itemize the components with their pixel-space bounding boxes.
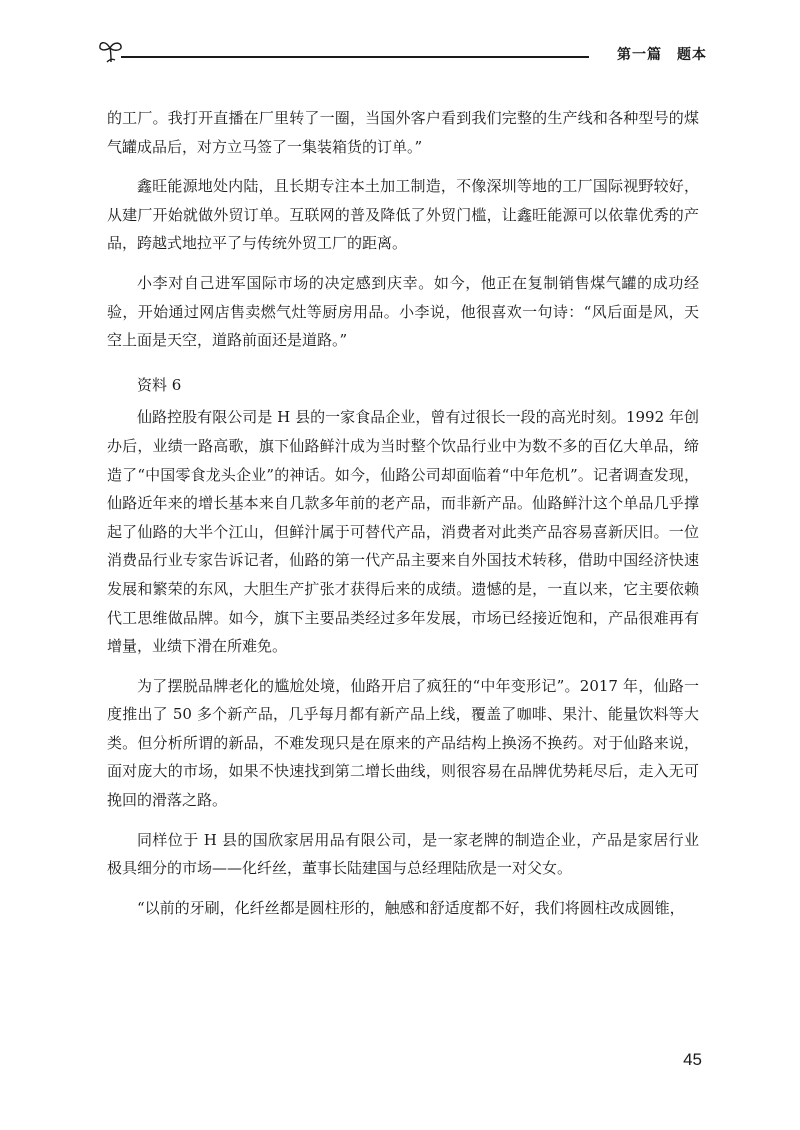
running-header bbox=[97, 34, 707, 70]
sprout-icon bbox=[97, 36, 125, 64]
paragraph: 同样位于 H 县的国欣家居用品有限公司，是一家老牌的制造企业，产品是家居行业极具细分的市场——化纤丝，董事长陆建国与总经理陆欣是一对父女。 bbox=[107, 830, 699, 878]
body-text bbox=[107, 104, 699, 933]
header-rule bbox=[121, 56, 589, 58]
section-title: 第一篇 题本 bbox=[617, 47, 707, 63]
paragraph: 小李对自己进军国际市场的决定感到庆幸。如今，他正在复制销售煤气罐的成功经验，开始通过网店售卖燃气灶等厨房用品。小李说，他很喜欢一句诗：“风后面是风，天空上面是天空，道路前面还是道路。” bbox=[107, 273, 699, 350]
page-number: 45 bbox=[683, 1050, 702, 1069]
paragraph: 为了摆脱品牌老化的尴尬处境，仙路开启了疯狂的“中年变形记”。2017 年，仙路一度推出了 50 多个新产品，几乎每月都有新产品上线，覆盖了咖啡、果汁、能量饮料等大类。但分析所谓的新品，不难发现只是在原来的产品结构上换汤不换药。对于仙路来说，面对庞大的市场，如果不快速找到第二增长曲线，则很容易在品牌优势耗尽后，走入无可挽回的滑落之路。 bbox=[107, 676, 699, 810]
paragraph: 的工厂。我打开直播在厂里转了一圈，当国外客户看到我们完整的生产线和各种型号的煤气罐成品后，对方立马签了一集装箱货的订单。” bbox=[107, 109, 699, 156]
paragraph: 仙路控股有限公司是 H 县的一家食品企业，曾有过很长一段的高光时刻。1992 年创办后，业绩一路高歌，旗下仙路鲜汁成为当时整个饮品行业中为数不多的百亿大单品，缔造了“中国零食龙头企业”的神话。如今，仙路公司却面临着“中年危机”。记者调查发现，仙路近年来的增长基本来自几款多年前的老产品，而非新产品。仙路鲜汁这个单品几乎撑起了仙路的大半个江山，但鲜汁属于可替代产品，消费者对此类产品容易喜新厌旧。一位消费品行业专家告诉记者，仙路的第一代产品主要来自外国技术转移，借助中国经济快速发展和繁荣的东风，大胆生产扩张才获得后来的成绩。遗憾的是，一直以来，它主要依赖代工思维做品牌。如今，旗下主要品类经过多年发展，市场已经接近饱和，产品很难再有增量，业绩下滑在所难免。 bbox=[107, 408, 699, 656]
paragraph: “以前的牙刷，化纤丝都是圆柱形的，触感和舒适度都不好，我们将圆柱改成圆锥， bbox=[137, 898, 685, 917]
material-heading: 资料 6 bbox=[137, 375, 182, 394]
paragraph: 鑫旺能源地处内陆，且长期专注本土加工制造，不像深圳等地的工厂国际视野较好，从建厂开始就做外贸订单。互联网的普及降低了外贸门槛，让鑫旺能源可以依靠优秀的产品，跨越式地拉平了与传统外贸工厂的距离。 bbox=[107, 177, 699, 253]
